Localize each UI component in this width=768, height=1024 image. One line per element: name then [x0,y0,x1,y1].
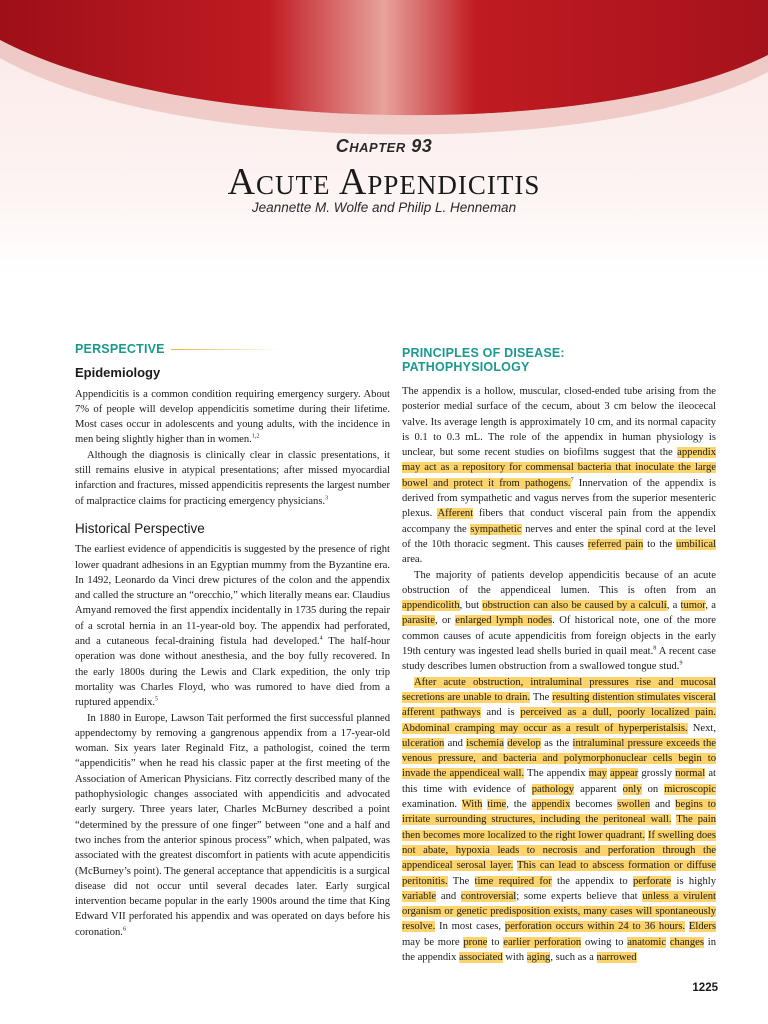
text-run: Innervation of the appendix is derived from sympathetic and vagus nerves from the superior mesenteric plexus. [402,477,716,520]
paragraph-rich [402,384,716,568]
text-run: may be more [402,936,464,948]
text-run: with [502,951,527,963]
citation: 9 [679,660,683,667]
text-run: ; some experts believe that [516,890,643,902]
text-run: examination. [402,799,462,811]
highlighted-text: sympathetic [470,523,522,535]
chapter-number: Chapter 93 [335,136,433,156]
text-run: fibers that conduct visceral pain from the appendix accompany the [402,508,716,535]
highlighted-text: narrowed [596,951,637,963]
highlighted-text: With [461,799,483,811]
page-number: 1225 [692,982,718,994]
citation: 7 [570,477,574,484]
highlighted-text: earlier perforation [503,936,582,948]
paragraph: The earliest evidence of appendicitis is suggested by the presence of right lower quadrant adhesions in an Egyptian mummy from the Byzantine era. In 1492, Leonardo da Vinci drew pictures of the colon and the appendix and called the structure an “orecchio,” which literally means ear. Claudius Amyand removed the first appendix incidentally in 1735 during the repair of a scrotal hernia in an 11-year-old boy. The appendix had perforated, and a cutaneous fecal-draining fistula had developed.$^4$ The half-hour operation was done without anesthesia, and the boy fully recovered. In the early 1800s during the Lewis and Clark expedition, the only trip mortality was Charles Floyd, who was rumored to have died from a ruptured appendix.$^5$ [75,544,390,709]
highlighted-text: perforate [632,875,672,887]
highlighted-text: ischemia [466,737,504,749]
highlighted-text: unless a virulent organism or genetic predisposition exists, many cases will spontaneously resolve. [402,890,716,933]
highlighted-text: time required for [474,875,552,887]
text-run: and [436,890,461,902]
highlighted-text: appendix [531,799,571,811]
highlighted-text: prone [463,936,488,948]
highlighted-text: perceived as a dull, poorly localized pain. [520,707,716,719]
highlighted-text: Elders [688,921,716,933]
text-run: The appendix is a hollow, muscular, closed-ended tube arising from the posterior medial surface of the cecum, about 3 cm below the ileocecal valve. Its average length is approximately 10 cm, and its normal capacity is 0.1 to 0.3 mL. The role of the appendix in human physiology is unclear, but some recent studies on biofilms suggest that the [402,386,716,459]
text-run: nerves and enter the spinal cord at the level of the 10th thoracic segment. This causes [402,523,717,550]
text-run: . Of historical note, one of the more common causes of acute appendicitis from foreign objects in the early 19th century was ingested lead shells buried in quail meat. [402,615,716,658]
text-run: , or [434,615,456,627]
highlighted-text: resulting distention stimulates visceral afferent pathways [402,691,717,719]
highlighted-text: pathology [531,783,575,795]
text-run: becomes [570,799,618,811]
highlighted-text: If swelling does not abate, hypoxia leads to necrosis and perforation through the appendiceal serosal layer. [402,829,716,872]
text-run: and [444,737,467,749]
highlighted-text: time [487,799,507,811]
chapter-authors: Jeannette M. Wolfe and Philip L. Henneman [251,200,517,215]
highlighted-text: Afferent [437,508,474,520]
highlighted-text: This can lead to abscess formation or diffuse peritonitis. [402,860,716,887]
text-run: as the [540,737,573,749]
text-run: in the appendix [402,936,716,963]
left-column [75,342,390,940]
text-run: , such as a [550,951,597,963]
highlighted-text: appendix may act as a repository for commensal bacteria that inoculate the large bowel and protect it from pathogens. [402,447,716,489]
text-run: In most cases, [435,921,505,933]
text-run: grossly [638,768,676,780]
text-run: The [447,875,475,887]
highlighted-text: aging [526,951,551,963]
text-run: area. [402,554,423,566]
highlighted-text: The pain then becomes more localized to the right lower quadrant. [402,814,716,841]
text-run: apparent [574,783,623,795]
text-run: , a [705,600,717,612]
section-heading-perspective: PERSPECTIVE [75,342,390,357]
citation: 4 [319,635,323,642]
highlighted-text: enlarged lymph nodes [455,615,553,627]
section-heading-principles: PRINCIPLES OF DISEASE: PATHOPHYSIOLOGY [402,346,565,374]
highlighted-text: controversial [460,890,517,902]
text-run: to [487,936,504,948]
highlighted-text: ulceration [402,737,445,749]
citation: 3 [325,495,329,502]
heading-rule [171,349,281,350]
highlighted-text: Abdominal cramping may occur as a result of hyperperistalsis. [402,722,688,734]
text-run: to the [643,538,676,550]
paragraph-rich [402,568,716,675]
text-run: , but [459,600,483,612]
highlighted-text: variable [402,890,437,902]
highlighted-text: microscopic [664,783,716,795]
highlighted-text: begins to irritate surrounding structures, including the peritoneal wall. [402,799,716,826]
text-run: The [530,691,553,703]
paragraph: Although the diagnosis is clinically clear in classic presentations, it still remains elusive in atypical presentations; after missed myocardial infarction and fractures, missed appendicitis represents the largest number of malpractice claims for practicing emergency physicians.$^3$ [75,449,390,507]
paragraph-rich [402,675,716,966]
citation: 1,2 [251,433,260,440]
paragraph: Appendicitis is a common condition requiring emergency surgery. About 7% of people will develop appendicitis sometime during their lifetime. Most cases occur in adolescents and young adults, with the incidence in men being slightly higher than in women.$^{1,2}$ [75,388,390,446]
subheading-historical-perspective: Historical Perspective [75,520,205,536]
right-column [402,346,716,965]
text-run: owing to [581,936,628,948]
highlighted-text: appendicolith [402,600,460,612]
text-run: The appendix [524,768,589,780]
highlighted-text: appear [610,768,639,780]
text-run: and is [480,707,521,719]
highlighted-text: obstruction can also be caused by a calculi [482,600,667,612]
text-run: , the [506,799,532,811]
chapter-title: Acute Appendicitis [227,161,541,203]
highlighted-text: develop [507,737,541,749]
text-run: and [650,799,676,811]
subheading-epidemiology: Epidemiology [75,365,161,381]
highlighted-text: associated [459,951,503,963]
highlighted-text: changes [669,936,704,948]
highlighted-text: umbilical [675,538,716,550]
paragraph: In 1880 in Europe, Lawson Tait performed the first successful planned appendectomy by removing a gangrenous appendix from a 17-year-old woman. Six years later Reginald Fitz, a pathologist, coined the term “appendicitis” when he read his classic paper at the first meeting of the Association of American Physicians. Fitz correctly described many of the pathophysiologic changes associated with appendicitis and advocated early surgery. Three years later, Charles McBurney described a point “determined by the pressure of one finger” between “one and a half and two inches from the anterior spinous process” which, when palpated, was associated with the greatest discomfort in patients with acute appendicitis (McBurney’s point). The general acceptance that appendicitis is a surgical disease did not occur until several decades later. Early surgical intervention became popular in the early 1900s around the time that King Edward VII perforated his appendix and was operated on days before his coronation.$^6$ [75,712,390,938]
highlighted-text: After acute obstruction, intraluminal pressures rise and mucosal secretions are unable to drain. [402,676,716,703]
text-run: A recent case study describes lumen obstruction from a swallowed tongue stud. [402,646,716,673]
highlighted-text: may [588,768,607,780]
text-run: on [641,783,665,795]
highlighted-text: only [622,783,642,795]
highlighted-text: swollen [617,799,651,811]
highlighted-text: referred pain [587,538,644,550]
citation: 8 [653,645,657,652]
text-run: , a [666,600,681,612]
highlighted-text: anatomic [627,936,667,948]
text-run: Next, [687,722,716,734]
citation: 5 [155,696,159,703]
text-run: the appendix to [551,875,633,887]
text-run: is highly [671,875,717,887]
highlighted-text: normal [675,768,706,780]
text-run: The majority of patients develop appendicitis because of an acute obstruction of the appendiceal lumen. This is often from an [402,569,716,596]
citation: 6 [122,926,126,933]
highlighted-text: parasite [402,615,435,627]
text-run: at this time with evidence of [402,768,716,795]
highlighted-text: perforation occurs within 24 to 36 hours. [504,921,686,933]
highlighted-text: intraluminal pressure exceeds the venous pressure, and bacteria and polymorphonuclear cells begin to invade the appendiceal wall. [402,737,716,780]
highlighted-text: tumor [680,600,706,612]
